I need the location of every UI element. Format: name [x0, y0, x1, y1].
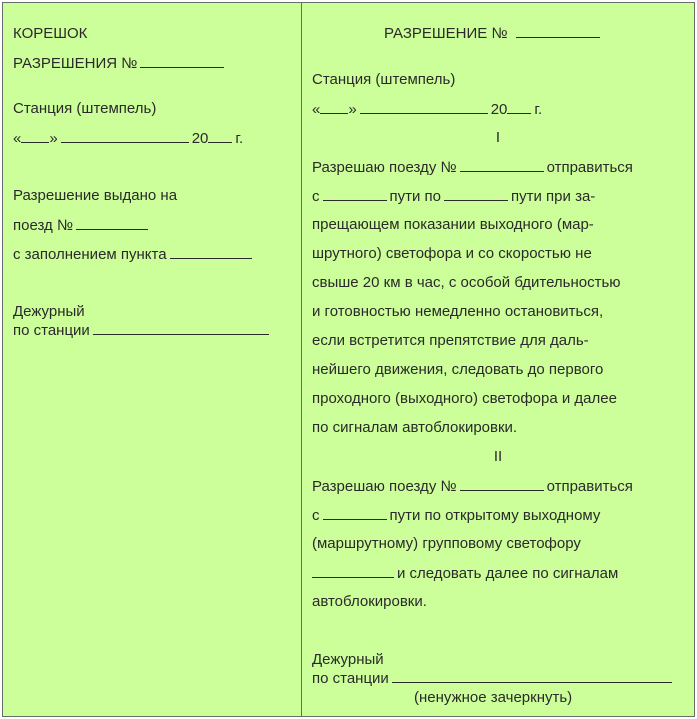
stub-item-filled: с заполнением пункта	[13, 245, 255, 264]
stub-station-signature: по станции	[13, 321, 272, 340]
section-two-signal-blank	[312, 564, 394, 578]
permit-month-blank	[360, 100, 488, 114]
stub-item-blank	[170, 245, 252, 259]
section-two-line-3: (маршрутному) групповому светофору	[312, 535, 581, 552]
permit-title: РАЗРЕШЕНИЕ №	[384, 24, 603, 43]
section-one-line-5: свыше 20 км в час, с особой бдительностью	[312, 274, 621, 291]
stub-train-number: поезд №	[13, 216, 151, 235]
section-one-heading: I	[495, 129, 501, 146]
section-one-line-7: если встретится препятствие для даль-	[312, 332, 589, 349]
stub-title: КОРЕШОК	[13, 25, 88, 42]
cross-out-note: (ненужное зачеркнуть)	[414, 689, 573, 706]
stub-signature-blank	[93, 321, 269, 335]
permit-station-signature: по станции	[312, 669, 675, 688]
section-one-track-from-blank	[323, 187, 387, 201]
permit-year-blank	[507, 100, 531, 114]
permit-station-stamp: Станция (штемпель)	[312, 71, 456, 88]
section-one-line-10: по сигналам автоблокировки.	[312, 419, 518, 436]
stub-year-blank	[208, 129, 232, 143]
stub-duty-officer: Дежурный	[13, 303, 85, 320]
section-one-line-9: проходного (выходного) светофора и далее	[312, 390, 617, 407]
permit-signature-blank	[392, 669, 672, 683]
permit-duty-officer: Дежурный	[312, 651, 384, 668]
stub-month-blank	[61, 129, 189, 143]
section-one-line-6: и готовностью немедленно остановиться,	[312, 303, 604, 320]
section-two-heading: II	[493, 448, 503, 465]
stub-permit-number-label: РАЗРЕШЕНИЯ №	[13, 55, 138, 72]
stub-station-stamp: Станция (штемпель)	[13, 100, 157, 117]
stub-permit-number	[13, 54, 227, 73]
section-two-line-5: автоблокировки.	[312, 593, 427, 610]
section-one-track-to-blank	[444, 187, 508, 201]
stub-permit-number-blank	[140, 54, 224, 68]
stub-date-line: « » 20 г.	[13, 130, 244, 147]
stub-day-blank	[21, 129, 49, 143]
section-one-line-1: Разрешаю поезду № отправиться	[312, 159, 633, 176]
section-one-line-3: прещающем показании выходного (мар-	[312, 216, 594, 233]
column-divider	[301, 3, 302, 716]
section-one-train-blank	[460, 158, 544, 172]
section-one-line-4: шрутного) светофора и со скоростью не	[312, 245, 592, 262]
stub-train-number-blank	[76, 216, 148, 230]
section-one-line-8: нейшего движения, следовать до первого	[312, 361, 604, 378]
section-two-track-blank	[323, 506, 387, 520]
permit-number-blank	[516, 24, 600, 38]
section-two-line-1: Разрешаю поезду № отправиться	[312, 478, 633, 495]
section-one-line-2: с пути по пути при за-	[312, 188, 596, 205]
section-two-train-blank	[460, 477, 544, 491]
permit-date-line: « » 20 г.	[312, 101, 543, 118]
section-two-line-4: и следовать далее по сигналам	[312, 564, 618, 583]
permit-form	[2, 2, 695, 717]
permit-day-blank	[320, 100, 348, 114]
stub-issued-label: Разрешение выдано на	[13, 187, 178, 204]
section-two-line-2: с пути по открытому выходному	[312, 507, 601, 524]
